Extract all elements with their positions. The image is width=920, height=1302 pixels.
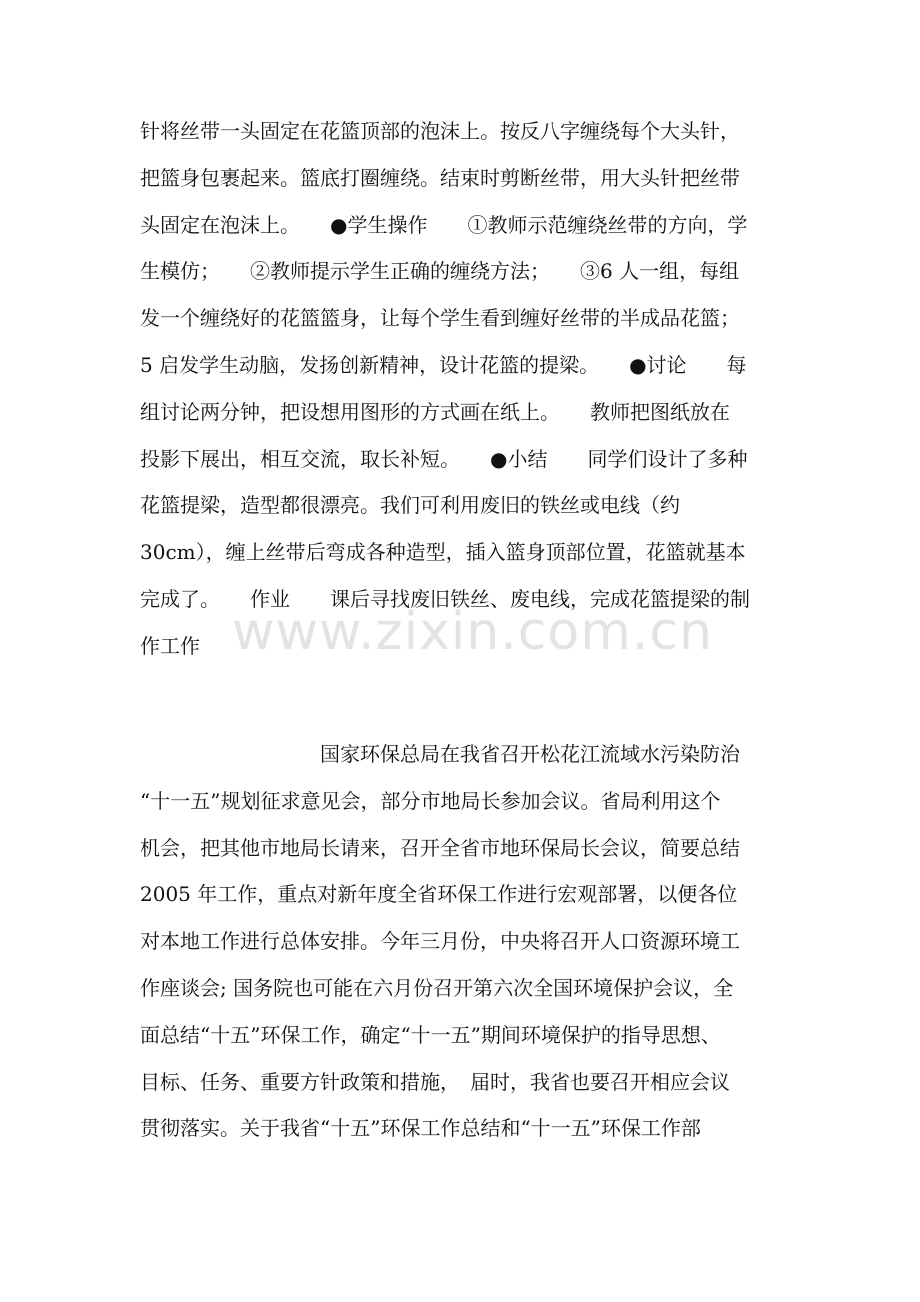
watermark: www.zixin.com.cn [232,602,713,662]
paragraph-environmental-meeting [140,731,790,1152]
text-line: 针将丝带一头固定在花篮顶部的泡沫上。按反八字缠绕每个大头针， [140,119,740,143]
text-line: 发一个缠绕好的花篮篮身，让每个学生看到缠好丝带的半成品花篮； [140,306,740,331]
text-line: 机会，把其他市地局长请来，召开全省市地环保局长会议，简要总结 [140,835,740,860]
text-line: 面总结“十五”环保工作，确定“十一五”期间环境保护的指导思想、 [140,1022,721,1047]
text-line: 作工作 [140,633,200,658]
text-line: 作座谈会; 国务院也可能在六月份召开第六次全国环境保护会议，全 [140,975,734,1000]
text-line: 目标、任务、重要方针政策和措施， 届时，我省也要召开相应会议 [140,1069,730,1094]
text-line: “十一五”规划征求意见会，部分市地局长参加会议。省局利用这个 [140,788,721,813]
paragraph-flower-basket-lesson [140,108,790,670]
text-line: 30cm），缠上丝带后弯成各种造型，插入篮身顶部位置，花篮就基本 [140,540,746,565]
text-line: 把篮身包裹起来。篮底打圈缠绕。结束时剪断丝带，用大头针把丝带 [140,165,740,190]
text-line: 花篮提梁，造型都很漂亮。我们可利用废旧的铁丝或电线（约 [140,493,680,518]
text-line: 2005 年工作，重点对新年度全省环保工作进行宏观部署，以便各位 [140,882,738,907]
text-line: 组讨论两分钟，把设想用图形的方式画在纸上。 教师把图纸放在 [140,399,730,424]
text-line: 5 启发学生动脑，发扬创新精神，设计花篮的提梁。 ●讨论 每 [140,352,747,377]
text-line: 完成了。 作业 课后寻找废旧铁丝、废电线，完成花篮提梁的制 [140,586,750,611]
text-line: 生模仿； ②教师提示学生正确的缠绕方法； ③6 人一组，每组 [140,259,740,284]
text-line: 投影下展出，相互交流，取长补短。 ●小结 同学们设计了多种 [140,446,748,471]
text-line: 国家环保总局在我省召开松花江流域水污染防治 [140,742,740,766]
text-line: 对本地工作进行总体安排。今年三月份，中央将召开人口资源环境工 [140,929,740,954]
text-line: 头固定在泡沫上。 ●学生操作 ①教师示范缠绕丝带的方向，学 [140,212,748,237]
text-line: 贯彻落实。关于我省“十五”环保工作总结和“十一五”环保工作部 [140,1116,701,1141]
